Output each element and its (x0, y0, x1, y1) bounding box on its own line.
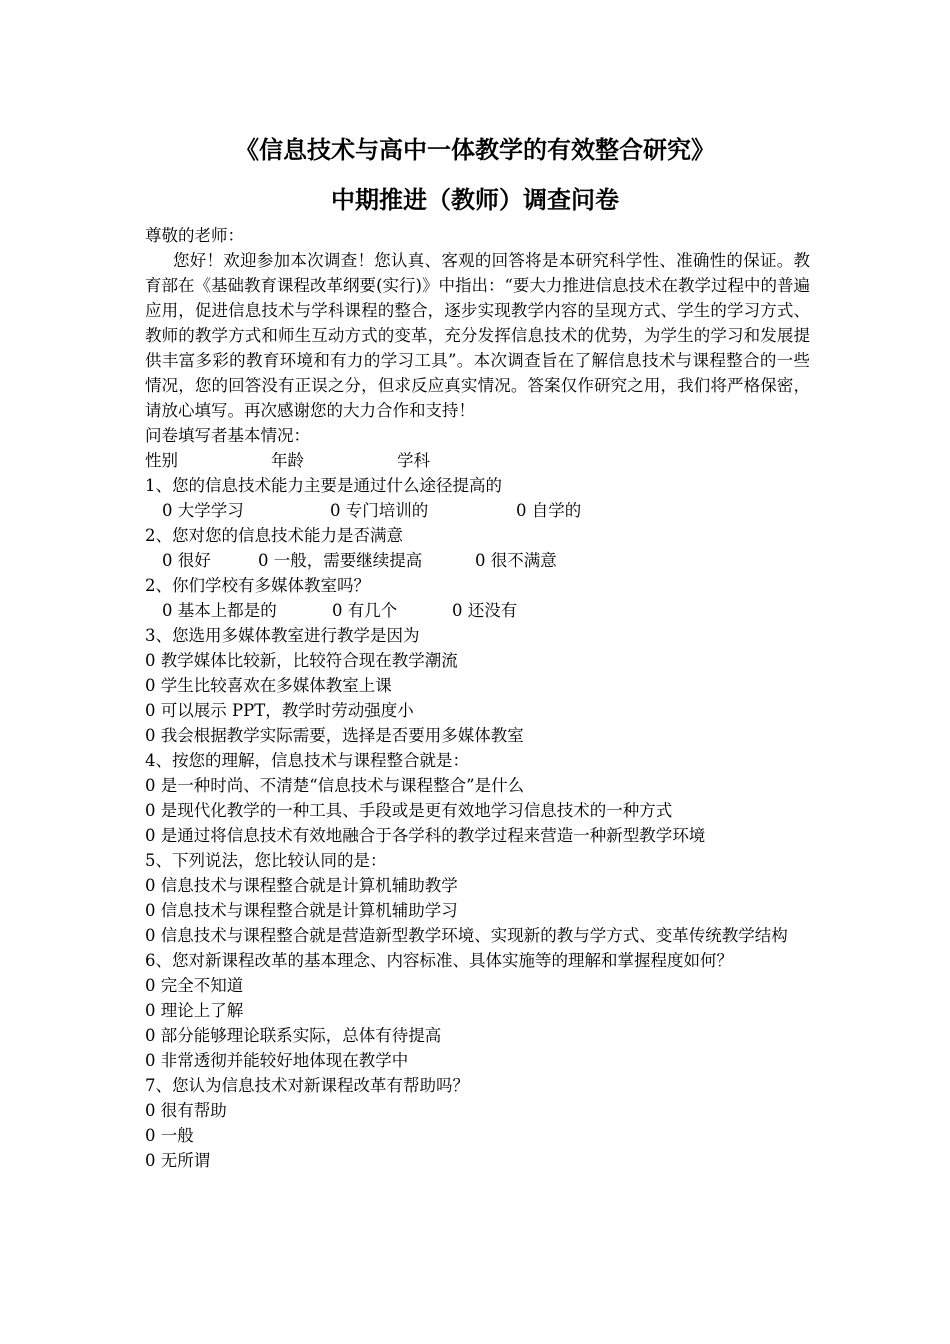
option[interactable]: 0 是通过将信息技术有效地融合于各学科的教学过程来营造一种新型教学环境 (145, 826, 706, 845)
option[interactable]: 0 是现代化教学的一种工具、手段或是更有效地学习信息技术的一种方式 (145, 801, 673, 820)
option[interactable]: 0 非常透彻并能较好地体现在教学中 (145, 1051, 409, 1070)
question-5: 5、下列说法，您比较认同的是： (145, 851, 387, 870)
question-3: 3、您选用多媒体教室进行教学是因为 (145, 626, 420, 645)
option[interactable]: 0 我会根据教学实际需要，选择是否要用多媒体教室 (145, 726, 524, 745)
basic-info-fields (145, 448, 810, 473)
option[interactable]: 0 信息技术与课程整合就是计算机辅助学习 (145, 901, 458, 920)
question-2b: 2、你们学校有多媒体教室吗？ (145, 576, 370, 595)
option[interactable]: 0 无所谓 (145, 1151, 211, 1170)
question-2a: 2、您对您的信息技术能力是否满意 (145, 526, 403, 545)
field-subject: 学科 (397, 451, 430, 470)
option[interactable]: 0 信息技术与课程整合就是计算机辅助教学 (145, 876, 458, 895)
option[interactable]: 0 可以展示 PPT，教学时劳动强度小 (145, 701, 414, 720)
intro-paragraph: 您好！欢迎参加本次调查！您认真、客观的回答将是本研究科学性、准确性的保证。教育部在《基础教育课程改革纲要(实行)》中指出：“要大力推进信息技术在教学过程中的普遍应用，促进信息技术与学科课程的整合，逐步实现教学内容的呈现方式、学生的学习方式、教师的教学方式和师生互动方式的变革，充分发挥信息技术的优势，为学生的学习和发展提供丰富多彩的教育环境和有力的学习工具”。本次调查旨在了解信息技术与课程整合的一些情况，您的回答没有正误之分，但求反应真实情况。答案仅作研究之用，我们将严格保密，请放心填写。再次感谢您的大力合作和支持！ (145, 251, 810, 420)
question-1-options (145, 498, 810, 523)
field-age: 年龄 (271, 451, 304, 470)
basic-info-label: 问卷填写者基本情况： (145, 426, 310, 445)
option[interactable]: 0 基本上都是的 (162, 601, 277, 620)
option[interactable]: 0 一般，需要继续提高 (258, 551, 423, 570)
greeting: 尊敬的老师： (145, 226, 244, 245)
option[interactable]: 0 教学媒体比较新，比较符合现在教学潮流 (145, 651, 458, 670)
question-7: 7、您认为信息技术对新课程改革有帮助吗？ (145, 1076, 469, 1095)
option[interactable]: 0 很好 (162, 551, 211, 570)
option[interactable]: 0 很有帮助 (145, 1101, 227, 1120)
option[interactable]: 0 专门培训的 (330, 501, 429, 520)
question-6: 6、您对新课程改革的基本理念、内容标准、具体实施等的理解和掌握程度如何？ (145, 951, 733, 970)
option[interactable]: 0 学生比较喜欢在多媒体教室上课 (145, 676, 392, 695)
option[interactable]: 0 很不满意 (475, 551, 557, 570)
question-1: 1、您的信息技术能力主要是通过什么途径提高的 (145, 476, 502, 495)
question-2a-options (145, 548, 810, 573)
option[interactable]: 0 部分能够理论联系实际，总体有待提高 (145, 1026, 442, 1045)
document-title: 《信息技术与高中一体教学的有效整合研究》 (235, 135, 715, 164)
option[interactable]: 0 完全不知道 (145, 976, 244, 995)
field-gender: 性别 (145, 451, 178, 470)
option[interactable]: 0 大学学习 (162, 501, 244, 520)
option[interactable]: 0 理论上了解 (145, 1001, 244, 1020)
question-2b-options (145, 598, 810, 623)
question-4: 4、按您的理解，信息技术与课程整合就是： (145, 751, 469, 770)
option[interactable]: 0 是一种时尚、不清楚“信息技术与课程整合”是什么 (145, 776, 525, 795)
option[interactable]: 0 一般 (145, 1126, 194, 1145)
option[interactable]: 0 信息技术与课程整合就是营造新型教学环境、实现新的教与学方式、变革传统教学结构 (145, 926, 788, 945)
option[interactable]: 0 有几个 (332, 601, 398, 620)
questionnaire-body (145, 223, 810, 1173)
option[interactable]: 0 自学的 (516, 501, 582, 520)
document-subtitle: 中期推进（教师）调查问卷 (331, 185, 619, 214)
option[interactable]: 0 还没有 (452, 601, 518, 620)
